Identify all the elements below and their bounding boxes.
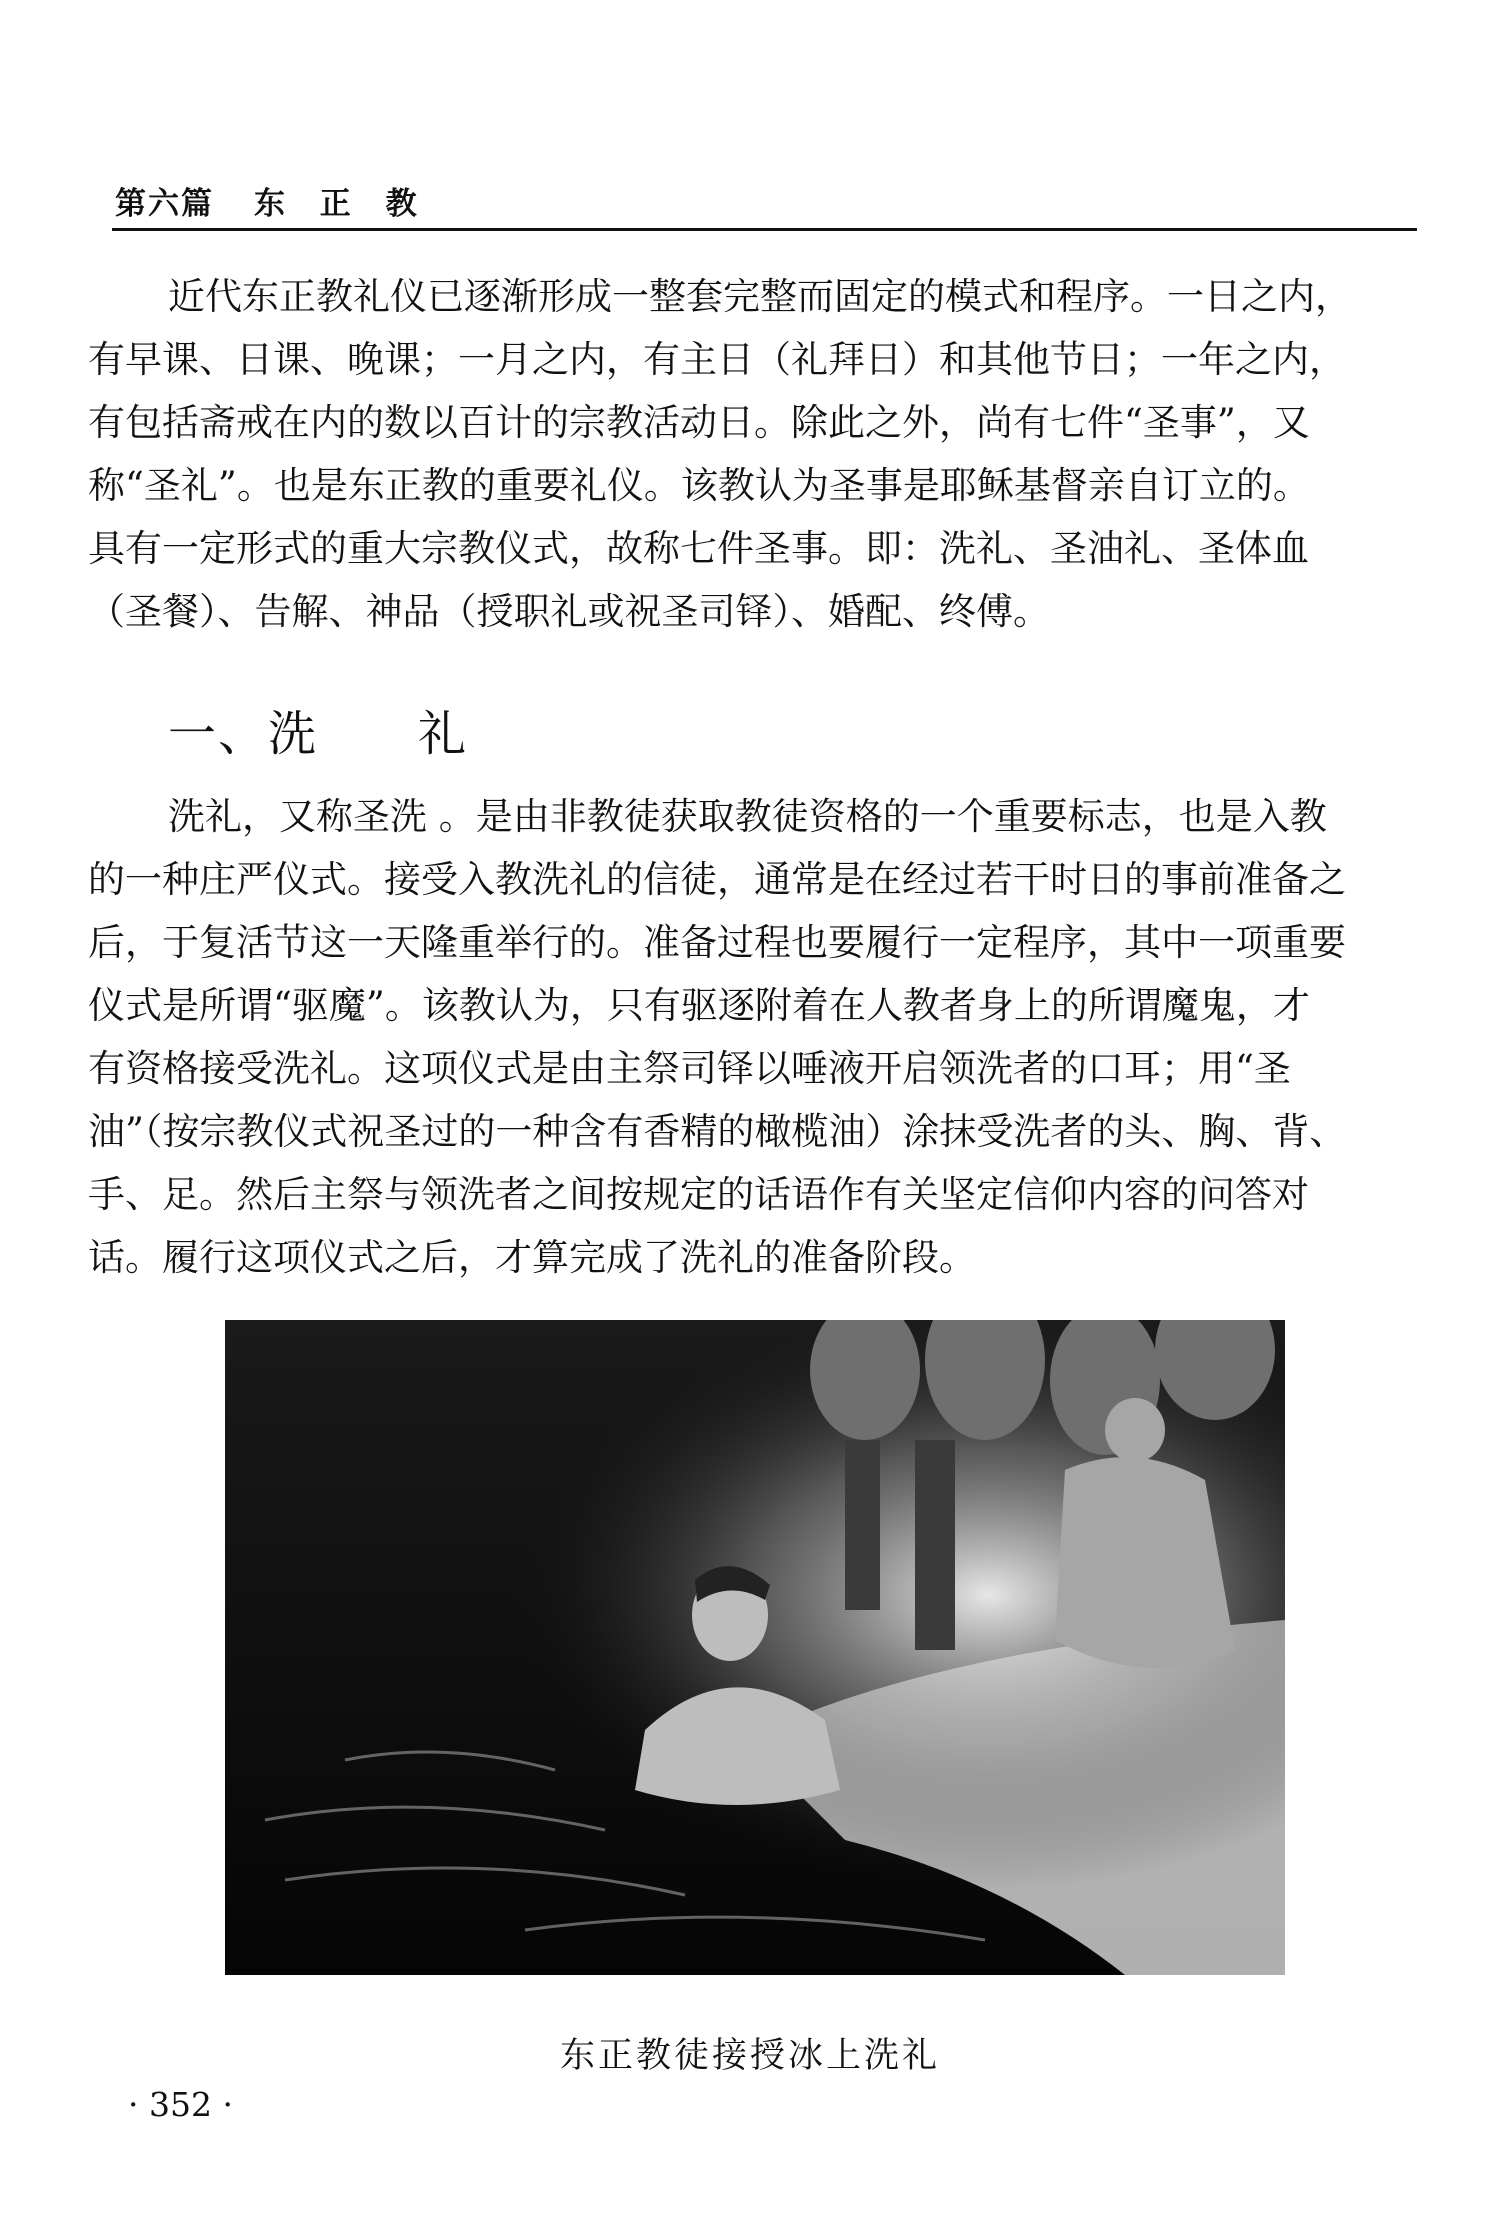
text-line: 油”（按宗教仪式祝圣过的一种含有香精的橄榄油）涂抹受洗者的头、胸、背、 [88,1110,1347,1153]
text-line: 近代东正教礼仪已逐渐形成一整套完整而固定的模式和程序。一日之内， [168,275,1352,318]
text-line: 具有一定形式的重大宗教仪式，故称七件圣事。即：洗礼、圣油礼、圣体血 [88,527,1309,570]
part-title: 第六篇 [115,186,214,222]
text-line: （圣餐）、告解、神品（授职礼或祝圣司铎）、婚配、终傅。 [88,590,1050,633]
baptism-paragraph [88,785,1418,1289]
section-heading-number: 一、洗 [168,706,319,762]
text-line: 后，于复活节这一天隆重举行的。准备过程也要履行一定程序，其中一项重要 [88,921,1346,964]
header-rule [112,228,1417,231]
photo-caption: 东正教徒接授冰上洗礼 [559,2036,940,2076]
text-line: 洗礼，又称圣洗 。是由非教徒获取教徒资格的一个重要标志，也是入教 [168,795,1327,838]
baptism-photo [225,1320,1285,1975]
text-line: 有早课、日课、晚课；一月之内，有主日（礼拜日）和其他节日；一年之内， [88,338,1346,381]
section-name: 东 正 教 [254,186,429,222]
section-heading-rest: 礼 [418,706,469,762]
text-line: 的一种庄严仪式。接受入教洗礼的信徒，通常是在经过若干时日的事前准备之 [88,858,1346,901]
text-line: 有资格接受洗礼。这项仪式是由主祭司铎以唾液开启领洗者的口耳；用“圣 [88,1047,1291,1090]
photo-illustration [225,1320,1285,1975]
running-head [115,178,429,223]
text-line: 称“圣礼”。也是东正教的重要礼仪。该教认为圣事是耶稣基督亲自订立的。 [88,464,1310,507]
section-heading [168,695,468,764]
text-line: 仪式是所谓“驱魔”。该教认为，只有驱逐附着在人教者身上的所谓魔鬼，才 [88,984,1310,1027]
text-line: 话。履行这项仪式之后，才算完成了洗礼的准备阶段。 [88,1236,976,1279]
page-number: · 352 · [128,2085,233,2124]
text-line: 手、足。然后主祭与领洗者之间按规定的话语作有关坚定信仰内容的问答对 [88,1173,1309,1216]
intro-paragraph [88,265,1418,643]
text-line: 有包括斋戒在内的数以百计的宗教活动日。除此之外，尚有七件“圣事”，又 [88,401,1310,444]
